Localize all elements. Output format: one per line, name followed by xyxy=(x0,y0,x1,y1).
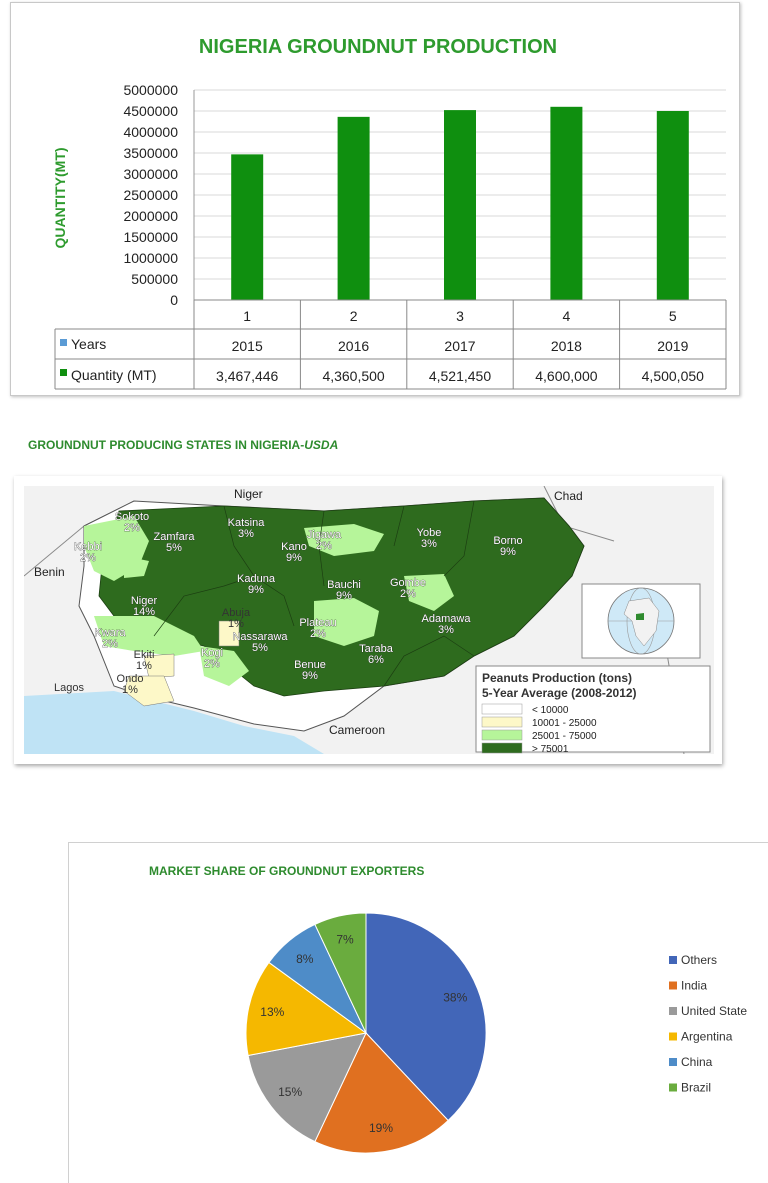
pie-legend-swatch xyxy=(669,982,677,990)
row-label-quantity: Quantity (MT) xyxy=(71,367,157,383)
year-cell: 2019 xyxy=(657,338,689,354)
pie-legend-label: Argentina xyxy=(681,1029,733,1044)
quantity-cell: 4,360,500 xyxy=(322,368,385,384)
state-share-label: 9% xyxy=(302,670,318,682)
map-legend-title: Peanuts Production (tons) xyxy=(482,671,632,685)
map-caption-source: USDA xyxy=(304,438,339,452)
state-name-label: Bauchi xyxy=(327,579,361,591)
state-name-label: Katsina xyxy=(227,517,265,529)
production-chart-title: NIGERIA GROUNDNUT PRODUCTION xyxy=(198,36,558,58)
state-name-label: Kebbi xyxy=(73,541,103,553)
pie-legend-swatch xyxy=(669,1058,677,1066)
state-name-label: Taraba xyxy=(359,643,393,655)
y-tick-label: 5000000 xyxy=(123,82,178,98)
pie-data-label: 19% xyxy=(369,1120,394,1135)
year-cell: 2018 xyxy=(550,338,582,354)
quantity-cell: 3,467,446 xyxy=(216,368,279,384)
state-name-label: Benue xyxy=(294,659,326,671)
pie-legend-label: India xyxy=(681,978,708,993)
bar xyxy=(444,110,476,300)
y-tick-label: 4000000 xyxy=(123,124,178,140)
year-cell: 2015 xyxy=(231,338,263,354)
state-name-label: Kano xyxy=(281,541,307,553)
pie-slices xyxy=(246,913,486,1153)
state-name-label: Kogi xyxy=(200,647,224,659)
map-legend-swatch xyxy=(482,704,522,714)
pie-legend-swatch xyxy=(669,1084,677,1092)
pie-data-label: 38% xyxy=(443,990,468,1005)
state-share-label: 5% xyxy=(252,642,268,654)
state-name-label: Jigawa xyxy=(306,529,342,541)
state-name-label: Kaduna xyxy=(237,573,275,585)
production-y-ticks xyxy=(123,82,178,308)
pie-data-label: 8% xyxy=(296,952,314,967)
y-tick-label: 4500000 xyxy=(123,103,178,119)
state-share-label: 2% xyxy=(310,628,326,640)
map-legend xyxy=(476,666,710,754)
x-tick-label: 2 xyxy=(349,308,358,324)
legend-key-quantity xyxy=(60,369,67,376)
country-label-chad: Chad xyxy=(554,489,583,503)
year-cell: 2016 xyxy=(338,338,370,354)
state-share-label: 2% xyxy=(204,658,220,670)
x-tick-label: 5 xyxy=(668,308,677,324)
production-chart-panel xyxy=(10,2,740,396)
state-share-label: 1% xyxy=(136,660,152,672)
state-name-label: Sokoto xyxy=(114,511,150,523)
map-caption xyxy=(28,438,338,452)
state-name-label: Abuja xyxy=(221,607,251,619)
state-share-label: 9% xyxy=(286,552,302,564)
country-label-niger: Niger xyxy=(234,487,263,501)
state-share-label: 2% xyxy=(102,638,118,650)
quantity-cell: 4,521,450 xyxy=(428,368,492,384)
pie-legend-swatch xyxy=(669,1007,677,1015)
state-share-label: 1% xyxy=(228,618,244,630)
state-share-label: 5% xyxy=(166,542,182,554)
x-tick-label: 3 xyxy=(456,308,464,324)
legend-key-years xyxy=(60,339,67,346)
y-tick-label: 500000 xyxy=(131,271,178,287)
state-share-label: 9% xyxy=(500,546,516,558)
state-share-label: 3% xyxy=(438,624,454,636)
state-name-label: Borno xyxy=(493,535,523,547)
bar xyxy=(657,111,689,300)
country-label-benin: Benin xyxy=(34,565,65,579)
pie-legend-swatch xyxy=(669,1033,677,1041)
pie-legend-label: Brazil xyxy=(681,1080,712,1095)
pie-data-label: 7% xyxy=(336,932,354,947)
quantity-cell: 4,600,000 xyxy=(535,368,598,384)
state-share-label: 3% xyxy=(238,528,254,540)
map-legend-label: 25001 - 75000 xyxy=(532,731,597,742)
bar xyxy=(550,107,582,300)
state-name-label: Plateau xyxy=(299,617,337,629)
state-share-label: 9% xyxy=(336,590,352,602)
state-share-label: 2% xyxy=(316,540,332,552)
map-legend-swatch xyxy=(482,743,522,753)
state-share-label: 2% xyxy=(400,588,416,600)
year-cell: 2017 xyxy=(444,338,476,354)
pie-legend-label: Others xyxy=(681,953,718,967)
y-tick-label: 3500000 xyxy=(123,145,178,161)
y-tick-label: 1000000 xyxy=(123,250,178,266)
exporters-chart-title: MARKET SHARE OF GROUNDNUT EXPORTERS xyxy=(149,864,425,878)
state-share-label: 3% xyxy=(421,538,437,550)
pie-legend-label: United State xyxy=(681,1004,748,1018)
state-share-label: 1% xyxy=(122,684,138,696)
state-name-label: Gombe xyxy=(389,577,427,589)
state-name-label: Niger xyxy=(130,595,158,607)
map-legend-swatch xyxy=(482,717,522,727)
exporters-chart-panel xyxy=(68,842,768,1183)
map-legend-label: > 75001 xyxy=(532,744,569,754)
pie-legend xyxy=(669,953,747,1095)
y-tick-label: 2500000 xyxy=(123,187,178,203)
state-name-label: Yobe xyxy=(416,527,442,539)
bar xyxy=(338,117,370,300)
state-name-label: Nassarawa xyxy=(232,631,288,643)
y-tick-label: 0 xyxy=(170,292,178,308)
state-name-label: Adamawa xyxy=(421,613,471,625)
pie-legend-swatch xyxy=(669,956,677,964)
y-tick-label: 1500000 xyxy=(123,229,178,245)
y-tick-label: 3000000 xyxy=(123,166,178,182)
production-chart xyxy=(11,3,739,395)
map-panel xyxy=(14,476,722,764)
y-tick-label: 2000000 xyxy=(123,208,178,224)
country-label-cameroon: Cameroon xyxy=(329,723,386,737)
production-bars xyxy=(231,107,689,300)
pie-data-label: 15% xyxy=(278,1084,303,1099)
city-label-lagos: Lagos xyxy=(54,682,84,694)
nigeria-map xyxy=(24,486,714,754)
map-legend-label: < 10000 xyxy=(532,705,569,716)
state-share-label: 9% xyxy=(248,584,264,596)
map-caption-main: GROUNDNUT PRODUCING STATES IN NIGERIA- xyxy=(28,438,305,452)
x-tick-label: 4 xyxy=(562,308,571,324)
quantity-cell: 4,500,050 xyxy=(641,368,704,384)
bar xyxy=(231,154,263,300)
map-legend-label: 10001 - 25000 xyxy=(532,718,597,729)
pie-legend-label: China xyxy=(681,1055,713,1069)
state-name-label: Ekiti xyxy=(133,649,155,661)
exporters-chart xyxy=(69,843,768,1183)
state-name-label: Zamfara xyxy=(153,531,195,543)
state-name-label: Kwara xyxy=(94,627,126,639)
state-share-label: 6% xyxy=(368,654,384,666)
row-label-years: Years xyxy=(71,336,107,352)
map-legend-subtitle: 5-Year Average (2008-2012) xyxy=(482,686,637,700)
state-share-label: 2% xyxy=(80,552,96,564)
state-share-label: 14% xyxy=(132,606,156,618)
globe-nigeria xyxy=(636,613,644,620)
state-share-label: 2% xyxy=(124,522,140,534)
x-tick-label: 1 xyxy=(243,308,252,324)
map-legend-swatch xyxy=(482,730,522,740)
production-data-table xyxy=(55,300,726,389)
pie-data-label: 13% xyxy=(260,1005,285,1020)
state-name-label: Ondo xyxy=(116,673,144,685)
globe-inset xyxy=(582,584,700,658)
production-y-axis-title: QUANTITY(MT) xyxy=(52,147,68,249)
